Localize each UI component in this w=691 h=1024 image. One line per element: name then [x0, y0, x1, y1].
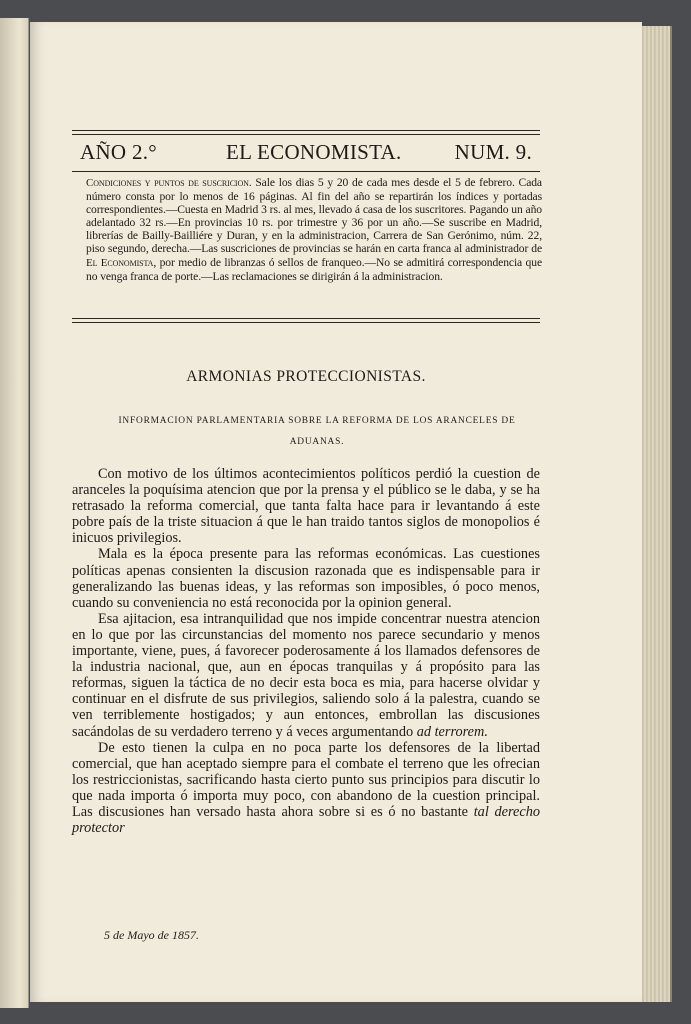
masthead [72, 140, 540, 170]
paragraph: Con motivo de los últimos acontecimientos políticos perdió la cuestion de aranceles la poquísima atencion que por la prensa y el público se le daba, y se ha retrasado la reforma comercial, que tanta falta hace para ir levantando á este pobre país de la triste situacion á que le han traido tantos siglos de monopolios é inicuos privilegios. [72, 466, 540, 547]
conditions-bottom-rule [72, 318, 540, 323]
newspaper-page [30, 22, 642, 1002]
paragraph-text: Esa ajitacion, esa intranquilidad que nos impide concentrar nuestra atencion en lo que por las circunstancias del momento nos parece secundario y menos importante, viene, pues, á favorecer poderosamente á los llamados defensores de la industria nacional, que, aun en épocas tranquilas y á propósito para las reformas, siguen la táctica de no decir esta boca es mia, para hacerse olvidar y continuar en el disfrute de sus privilegios, saliendo solo á la palestra, cuando se ven terriblemente hostigados; y aun entonces, embrollan las discusiones sacándolas de su verdadero terreno y á veces argumentando [72, 610, 540, 740]
paragraph [72, 611, 540, 740]
masthead-bottom-rule [72, 171, 540, 172]
article-headline: ARMONIAS PROTECCIONISTAS. [186, 368, 426, 385]
subscription-conditions [86, 176, 542, 283]
masthead-number: NUM. 9. [454, 140, 532, 164]
conditions-text: Sale los dias 5 y 20 de cada mes desde el 5 de febrero. Cada número consta por lo menos de 16 páginas. Al fin del año se repartirán los índices y portadas correspondientes.—Cuesta en Madrid 3 rs. al mes, llevado á casa de los suscritores. Pagando un año adelantado 32 rs.—En provincias 10 rs. por trimestre y 36 por un año.—Se suscribe en Madrid, librerías de Bailly-Bailliére y Duran, y en la administracion, Carrera de San Gerónimo, núm. 22, piso segundo, derecha.—Las suscriciones de provincias se harán en carta franca al administrador de [86, 176, 542, 256]
masthead-title: EL ECONOMISTA. [226, 140, 402, 164]
conditions-publication: El Economista [86, 256, 154, 269]
page-stack-edge [640, 26, 672, 1002]
paragraph-italic: ad terrorem. [416, 723, 488, 740]
paragraph: Mala es la época presente para las reformas económicas. Las cuestiones políticas apenas consienten la discusion razonada que es indispensable para ir generalizando las buenas ideas, y las reformas son imposibles, ó poco menos, cuando su conveniencia no está reconocida por la opinion general. [72, 546, 540, 611]
conditions-text-end: , por medio de libranzas ó sellos de franqueo.—No se admitirá correspondencia que no venga franca de porte.—Las reclamaciones se dirigirán á la administracion. [86, 255, 542, 283]
paragraph-italic: tal derecho protector [72, 803, 540, 837]
paragraph [72, 740, 540, 837]
facing-page-edge [0, 18, 29, 1008]
masthead-year: AÑO 2.° [80, 140, 157, 164]
conditions-lead: Condiciones y puntos de suscricion. [86, 177, 252, 189]
dateline: 5 de Mayo de 1857. [104, 928, 199, 942]
masthead-top-rule [72, 130, 540, 135]
article-subheading: INFORMACION PARLAMENTARIA SOBRE LA REFORMA DE LOS ARANCELES DE ADUANAS. [118, 416, 516, 447]
paragraph-text: De esto tienen la culpa en no poca parte los defensores de la libertad comercial, que han aceptado siempre para el combate el terreno que les ofrecian los restriccionistas, sacrificando hasta cierto punto sus principios para discutir lo que nada importa ó importa muy poco, con abandono de la cuestion principal. Las discusiones han versado hasta ahora sobre si es ó no bastante [72, 739, 540, 820]
article-body [72, 466, 540, 836]
